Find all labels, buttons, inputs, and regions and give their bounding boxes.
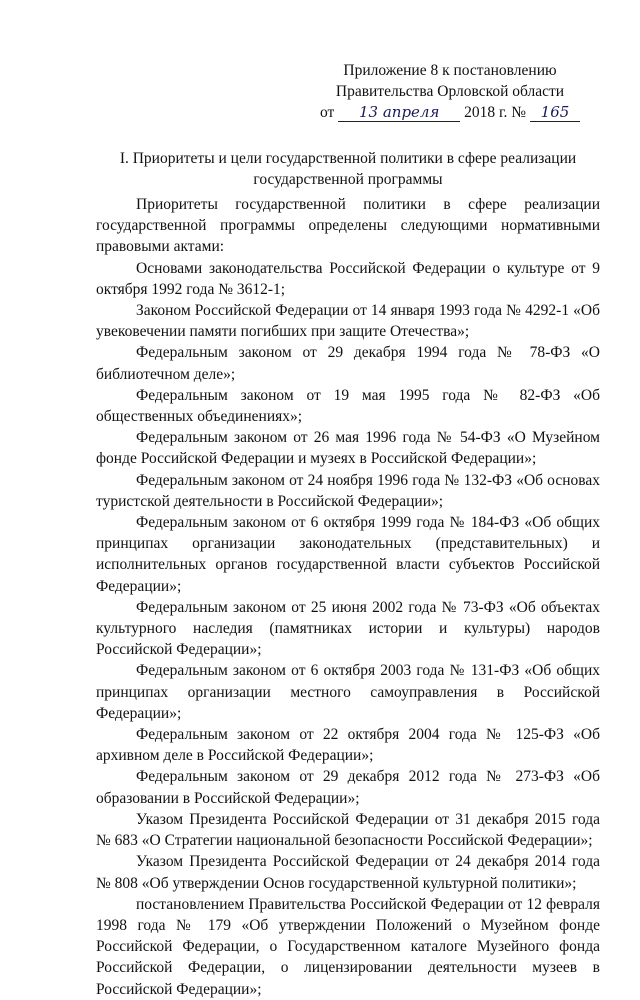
paragraph-law-273: Федеральным законом от 29 декабря 2012 года № 273-ФЗ «Об образовании в Российской Федерации»; <box>96 768 600 807</box>
appendix-header <box>300 60 600 123</box>
paragraph-law-82: Федеральным законом от 19 мая 1995 года № 82-ФЗ «Об общественных объединениях»; <box>96 386 600 426</box>
handwritten-number: 165 <box>530 103 580 122</box>
document-body <box>96 194 600 1000</box>
section-title-line-1: I. Приоритеты и цели государственной политики в сфере реализации <box>119 150 577 167</box>
appendix-line-1: Приложение 8 к постановлению <box>343 62 557 79</box>
paragraph-law-132: Федеральным законом от 24 ноября 1996 года № 132-ФЗ «Об основах туристской деятельности в Российской Федерации»; <box>96 471 600 510</box>
paragraph-law-4292: Законом Российской Федерации от 14 января 1993 года № 4292-1 «Об увековечении памяти погибших при защите Отечества»; <box>96 302 600 341</box>
paragraph-intro: Приоритеты государственной политики в сфере реализации государственной программы определены следующими нормативными правовыми актами: <box>96 196 600 256</box>
paragraph-law-131: Федеральным законом от 6 октября 2003 года № 131-ФЗ «Об общих принципах организации местного самоуправления в Российской Федерации»; <box>96 662 600 722</box>
paragraph-decree-683: Указом Президента Российской Федерации от 31 декабря 2015 года № 683 «О Стратегии национальной безопасности Российской Федерации»; <box>96 810 600 850</box>
paragraph-culture-basics: Основами законодательства Российской Федерации о культуре от 9 октября 1992 года № 3612-1; <box>96 259 600 298</box>
section-title-line-2: государственной программы <box>253 171 443 188</box>
paragraph-law-78: Федеральным законом от 29 декабря 1994 года № 78-ФЗ «О библиотечном деле»; <box>96 344 600 383</box>
year-number-label: 2018 г. № <box>464 104 527 121</box>
paragraph-law-73: Федеральным законом от 25 июня 2002 года № 73-ФЗ «Об объектах культурного наследия (памятниках истории и культуры) народов Российской Федерации»; <box>96 598 600 659</box>
from-label: от <box>320 104 335 121</box>
paragraph-decree-808: Указом Президента Российской Федерации от 24 декабря 2014 года № 808 «Об утверждении Основ государственной культурной политики»; <box>96 853 600 892</box>
handwritten-date: 13 апреля <box>338 103 460 122</box>
section-title <box>96 148 600 190</box>
paragraph-resolution-179: постановлением Правительства Российской Федерации от 12 февраля 1998 года № 179 «Об утверждении Положений о Музейном фонде Российской Федерации, о Государственном каталоге Музейного фонда Российской Федерации, о лицензировании деятельности музеев в Российской Федерации»; <box>96 895 600 998</box>
appendix-line-2: Правительства Орловской области <box>335 83 565 100</box>
paragraph-law-54: Федеральным законом от 26 мая 1996 года № 54-ФЗ «О Музейном фонде Российской Федерации и музеях в Российской Федерации»; <box>96 429 600 468</box>
paragraph-law-125: Федеральным законом от 22 октября 2004 года № 125-ФЗ «Об архивном деле в Российской Федерации»; <box>96 726 600 765</box>
appendix-date-line <box>300 102 600 123</box>
paragraph-law-184: Федеральным законом от 6 октября 1999 года № 184-ФЗ «Об общих принципах организации законодательных (представительных) и исполнительных органов государственной власти субъектов Российской Федерации»; <box>96 514 600 595</box>
